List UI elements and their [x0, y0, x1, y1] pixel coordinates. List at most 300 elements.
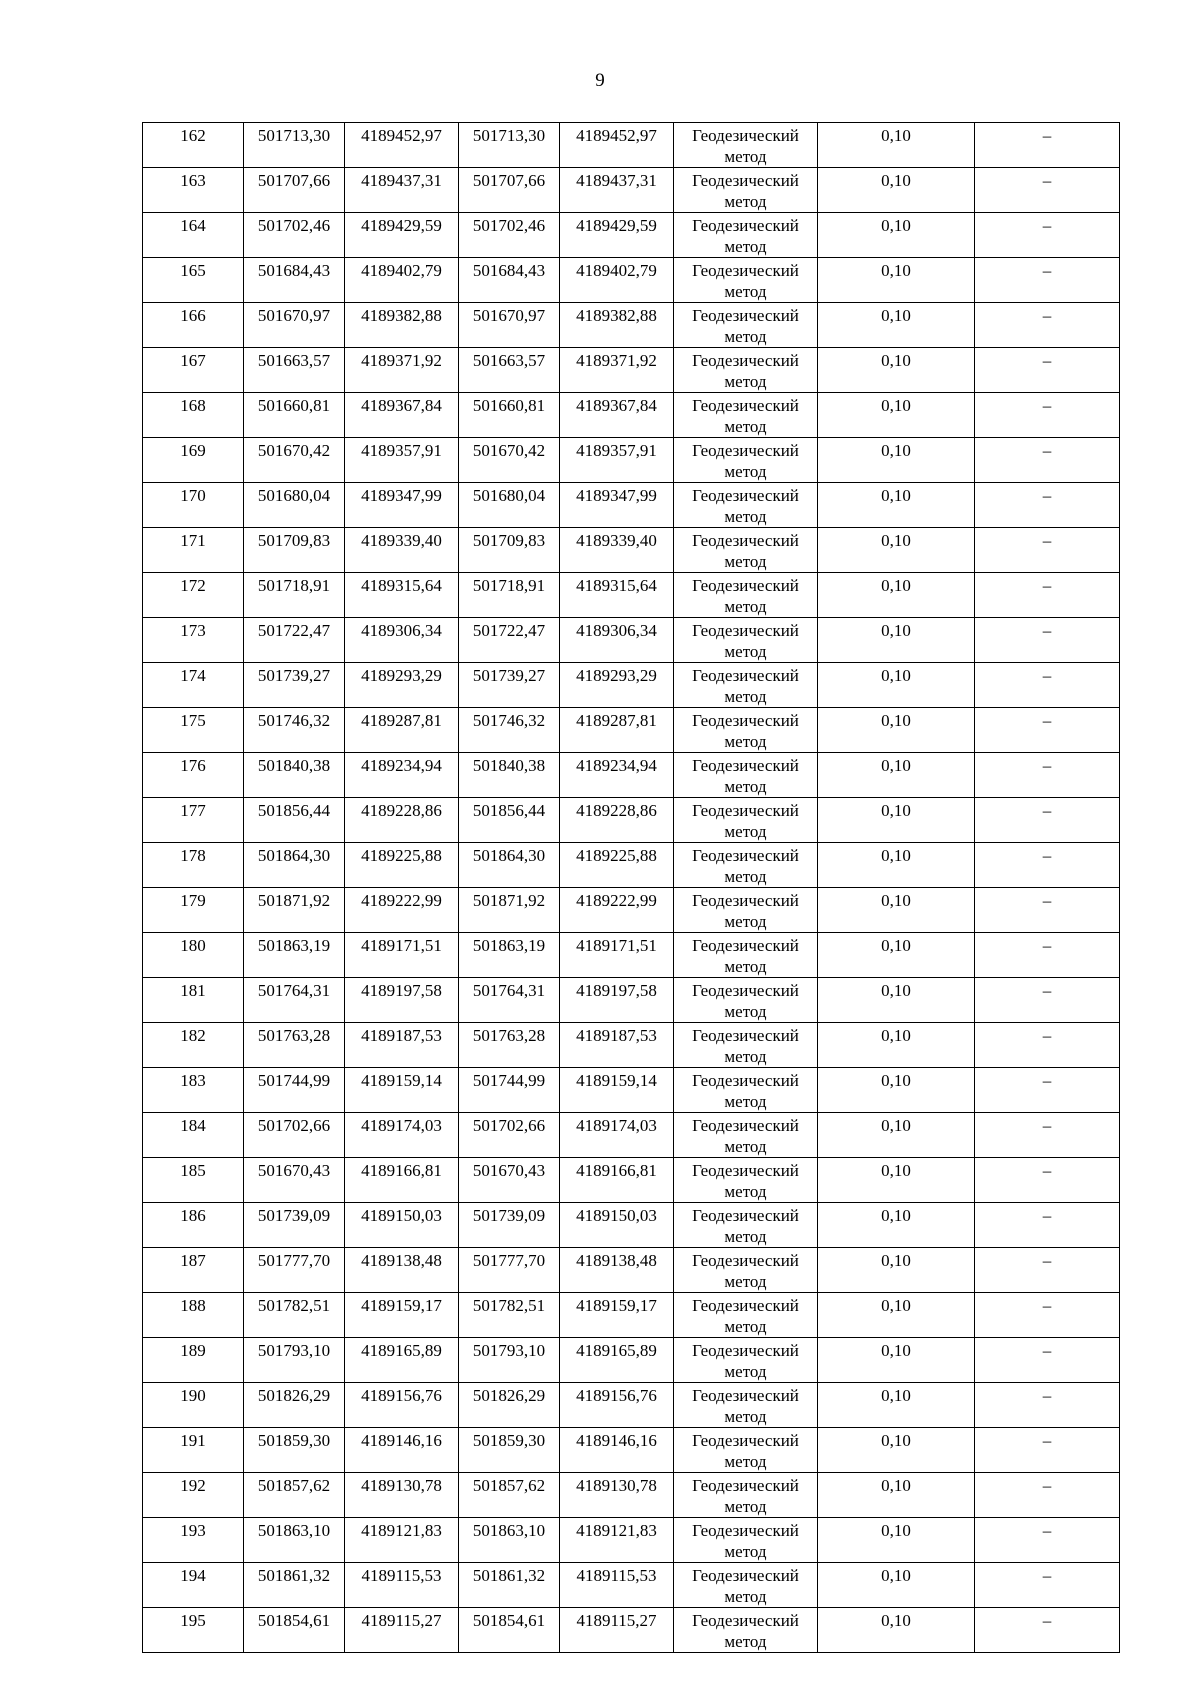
method-cell [674, 1383, 818, 1428]
new-x-cell-text: 501857,62 [472, 1476, 546, 1495]
existing-x-cell [244, 348, 345, 393]
method-line-2: метод [724, 1587, 767, 1606]
existing-y-cell-text: 4189150,03 [361, 1206, 442, 1225]
new-y-cell-text: 4189293,29 [576, 666, 657, 685]
existing-x-cell [244, 393, 345, 438]
existing-y-cell [345, 1113, 459, 1158]
table-row [143, 438, 1120, 483]
table-row [143, 663, 1120, 708]
method-cell [674, 1338, 818, 1383]
existing-y-cell [345, 438, 459, 483]
existing-y-cell-text: 4189452,97 [361, 126, 442, 145]
new-x-cell [459, 258, 560, 303]
note-cell-text: – [1042, 216, 1052, 235]
existing-x-cell-text: 501826,29 [257, 1386, 331, 1405]
method-cell [674, 258, 818, 303]
method-cell [674, 393, 818, 438]
new-x-cell [459, 1023, 560, 1068]
existing-x-cell [244, 1383, 345, 1428]
new-x-cell-text: 501777,70 [472, 1251, 546, 1270]
table-row [143, 1428, 1120, 1473]
existing-y-cell [345, 1383, 459, 1428]
existing-y-cell [345, 348, 459, 393]
accuracy-cell-text: 0,10 [881, 756, 911, 775]
existing-x-cell-text: 501739,09 [257, 1206, 331, 1225]
point-number-cell-text: 186 [180, 1206, 206, 1225]
method-line-1: Геодезический [692, 1116, 799, 1135]
method-line-2: метод [724, 1047, 767, 1066]
existing-x-cell [244, 1068, 345, 1113]
method-line-1: Геодезический [692, 981, 799, 1000]
point-number-cell-text: 162 [180, 126, 206, 145]
method-cell [674, 1293, 818, 1338]
note-cell-text: – [1042, 1161, 1052, 1180]
new-x-cell [459, 888, 560, 933]
existing-y-cell-text: 4189315,64 [361, 576, 442, 595]
new-x-cell [459, 168, 560, 213]
existing-y-cell [345, 213, 459, 258]
method-line-2: метод [724, 1182, 767, 1201]
existing-x-cell-text: 501660,81 [257, 396, 331, 415]
accuracy-cell [818, 1428, 975, 1473]
existing-x-cell [244, 123, 345, 168]
accuracy-cell-text: 0,10 [881, 1341, 911, 1360]
note-cell-text: – [1042, 936, 1052, 955]
new-y-cell [560, 1068, 674, 1113]
new-x-cell-text: 501863,19 [472, 936, 546, 955]
note-cell [975, 1068, 1120, 1113]
new-y-cell-text: 4189156,76 [576, 1386, 657, 1405]
existing-x-cell-text: 501718,91 [257, 576, 331, 595]
existing-y-cell-text: 4189225,88 [361, 846, 442, 865]
note-cell [975, 978, 1120, 1023]
accuracy-cell-text: 0,10 [881, 1251, 911, 1270]
existing-y-cell [345, 978, 459, 1023]
new-y-cell [560, 123, 674, 168]
point-number-cell [143, 1023, 244, 1068]
table-row [143, 1518, 1120, 1563]
table-row [143, 573, 1120, 618]
method-line-2: метод [724, 1002, 767, 1021]
note-cell-text: – [1042, 1206, 1052, 1225]
new-y-cell [560, 888, 674, 933]
new-x-cell-text: 501840,38 [472, 756, 546, 775]
accuracy-cell-text: 0,10 [881, 306, 911, 325]
existing-x-cell-text: 501782,51 [257, 1296, 331, 1315]
table-row [143, 753, 1120, 798]
method-cell [674, 1608, 818, 1653]
table-row [143, 213, 1120, 258]
point-number-cell [143, 258, 244, 303]
point-number-cell [143, 438, 244, 483]
method-line-1: Геодезический [692, 1296, 799, 1315]
method-line-1: Геодезический [692, 531, 799, 550]
note-cell [975, 438, 1120, 483]
note-cell-text: – [1042, 396, 1052, 415]
point-number-cell [143, 1383, 244, 1428]
accuracy-cell [818, 843, 975, 888]
note-cell [975, 1023, 1120, 1068]
accuracy-cell [818, 1068, 975, 1113]
existing-y-cell-text: 4189367,84 [361, 396, 442, 415]
note-cell-text: – [1042, 1431, 1052, 1450]
new-x-cell [459, 303, 560, 348]
new-y-cell [560, 1293, 674, 1338]
method-line-1: Геодезический [692, 1161, 799, 1180]
existing-y-cell-text: 4189159,14 [361, 1071, 442, 1090]
note-cell [975, 168, 1120, 213]
point-number-cell-text: 185 [180, 1161, 206, 1180]
note-cell [975, 1113, 1120, 1158]
point-number-cell-text: 188 [180, 1296, 206, 1315]
note-cell [975, 1518, 1120, 1563]
method-cell [674, 123, 818, 168]
point-number-cell-text: 193 [180, 1521, 206, 1540]
existing-x-cell-text: 501670,97 [257, 306, 331, 325]
new-x-cell-text: 501718,91 [472, 576, 546, 595]
new-y-cell [560, 1158, 674, 1203]
existing-y-cell [345, 1158, 459, 1203]
method-cell [674, 1113, 818, 1158]
note-cell [975, 528, 1120, 573]
new-y-cell [560, 1428, 674, 1473]
new-x-cell-text: 501864,30 [472, 846, 546, 865]
existing-x-cell [244, 168, 345, 213]
existing-x-cell [244, 1203, 345, 1248]
new-y-cell-text: 4189121,83 [576, 1521, 657, 1540]
existing-y-cell [345, 1068, 459, 1113]
accuracy-cell-text: 0,10 [881, 1206, 911, 1225]
new-x-cell-text: 501709,83 [472, 531, 546, 550]
new-x-cell [459, 663, 560, 708]
accuracy-cell [818, 303, 975, 348]
method-line-2: метод [724, 1497, 767, 1516]
point-number-cell-text: 169 [180, 441, 206, 460]
note-cell [975, 1428, 1120, 1473]
method-line-2: метод [724, 462, 767, 481]
table-row [143, 348, 1120, 393]
accuracy-cell-text: 0,10 [881, 981, 911, 1000]
existing-y-cell [345, 303, 459, 348]
new-x-cell-text: 501859,30 [472, 1431, 546, 1450]
point-number-cell [143, 168, 244, 213]
table-row [143, 393, 1120, 438]
existing-y-cell-text: 4189382,88 [361, 306, 442, 325]
existing-y-cell [345, 1563, 459, 1608]
existing-y-cell [345, 123, 459, 168]
accuracy-cell-text: 0,10 [881, 1431, 911, 1450]
point-number-cell-text: 168 [180, 396, 206, 415]
new-x-cell [459, 528, 560, 573]
existing-y-cell [345, 888, 459, 933]
existing-x-cell [244, 618, 345, 663]
new-y-cell [560, 978, 674, 1023]
point-number-cell-text: 182 [180, 1026, 206, 1045]
new-y-cell-text: 4189166,81 [576, 1161, 657, 1180]
table-row [143, 933, 1120, 978]
accuracy-cell [818, 213, 975, 258]
new-y-cell [560, 303, 674, 348]
existing-y-cell-text: 4189234,94 [361, 756, 442, 775]
accuracy-cell-text: 0,10 [881, 801, 911, 820]
table-row [143, 1563, 1120, 1608]
new-y-cell-text: 4189130,78 [576, 1476, 657, 1495]
new-y-cell-text: 4189197,58 [576, 981, 657, 1000]
accuracy-cell-text: 0,10 [881, 1476, 911, 1495]
point-number-cell [143, 978, 244, 1023]
accuracy-cell [818, 978, 975, 1023]
point-number-cell-text: 195 [180, 1611, 206, 1630]
method-line-2: метод [724, 1092, 767, 1111]
method-cell [674, 573, 818, 618]
existing-y-cell-text: 4189115,53 [361, 1566, 442, 1585]
note-cell-text: – [1042, 531, 1052, 550]
point-number-cell [143, 1338, 244, 1383]
method-cell [674, 888, 818, 933]
existing-x-cell-text: 501861,32 [257, 1566, 331, 1585]
method-line-1: Геодезический [692, 1206, 799, 1225]
existing-x-cell-text: 501670,42 [257, 441, 331, 460]
method-line-2: метод [724, 237, 767, 256]
accuracy-cell-text: 0,10 [881, 1566, 911, 1585]
table-row [143, 1203, 1120, 1248]
method-cell [674, 663, 818, 708]
new-x-cell-text: 501739,27 [472, 666, 546, 685]
new-x-cell-text: 501863,10 [472, 1521, 546, 1540]
new-y-cell [560, 1473, 674, 1518]
existing-y-cell-text: 4189171,51 [361, 936, 442, 955]
method-cell [674, 798, 818, 843]
existing-x-cell-text: 501663,57 [257, 351, 331, 370]
new-x-cell [459, 843, 560, 888]
point-number-cell [143, 888, 244, 933]
existing-x-cell [244, 1338, 345, 1383]
new-y-cell [560, 798, 674, 843]
note-cell [975, 1203, 1120, 1248]
note-cell-text: – [1042, 1386, 1052, 1405]
table-row [143, 528, 1120, 573]
accuracy-cell [818, 1113, 975, 1158]
method-line-2: метод [724, 282, 767, 301]
note-cell-text: – [1042, 126, 1052, 145]
table-row [143, 303, 1120, 348]
new-y-cell-text: 4189339,40 [576, 531, 657, 550]
note-cell-text: – [1042, 1296, 1052, 1315]
existing-y-cell [345, 168, 459, 213]
new-y-cell [560, 213, 674, 258]
new-x-cell [459, 1383, 560, 1428]
note-cell-text: – [1042, 981, 1052, 1000]
existing-y-cell-text: 4189146,16 [361, 1431, 442, 1450]
existing-y-cell [345, 573, 459, 618]
method-line-2: метод [724, 147, 767, 166]
new-y-cell [560, 483, 674, 528]
new-y-cell-text: 4189234,94 [576, 756, 657, 775]
existing-x-cell [244, 843, 345, 888]
coordinates-table [142, 122, 1120, 1653]
existing-y-cell [345, 1248, 459, 1293]
accuracy-cell-text: 0,10 [881, 441, 911, 460]
point-number-cell-text: 172 [180, 576, 206, 595]
existing-x-cell-text: 501746,32 [257, 711, 331, 730]
accuracy-cell [818, 1248, 975, 1293]
note-cell-text: – [1042, 1566, 1052, 1585]
point-number-cell [143, 1293, 244, 1338]
existing-y-cell-text: 4189121,83 [361, 1521, 442, 1540]
method-line-1: Геодезический [692, 1476, 799, 1495]
existing-y-cell [345, 843, 459, 888]
existing-x-cell-text: 501763,28 [257, 1026, 331, 1045]
existing-x-cell [244, 1518, 345, 1563]
new-x-cell-text: 501663,57 [472, 351, 546, 370]
new-x-cell-text: 501861,32 [472, 1566, 546, 1585]
existing-x-cell-text: 501857,62 [257, 1476, 331, 1495]
new-y-cell-text: 4189187,53 [576, 1026, 657, 1045]
new-x-cell [459, 1473, 560, 1518]
new-y-cell-text: 4189222,99 [576, 891, 657, 910]
existing-y-cell [345, 1203, 459, 1248]
point-number-cell [143, 348, 244, 393]
accuracy-cell [818, 528, 975, 573]
note-cell-text: – [1042, 261, 1052, 280]
new-y-cell-text: 4189225,88 [576, 846, 657, 865]
new-y-cell-text: 4189159,14 [576, 1071, 657, 1090]
method-line-2: метод [724, 912, 767, 931]
new-x-cell [459, 348, 560, 393]
method-line-2: метод [724, 327, 767, 346]
point-number-cell-text: 187 [180, 1251, 206, 1270]
new-x-cell [459, 933, 560, 978]
note-cell [975, 1383, 1120, 1428]
new-x-cell-text: 501684,43 [472, 261, 546, 280]
note-cell-text: – [1042, 711, 1052, 730]
point-number-cell [143, 393, 244, 438]
note-cell [975, 1563, 1120, 1608]
new-x-cell [459, 1203, 560, 1248]
table-row [143, 798, 1120, 843]
note-cell [975, 1473, 1120, 1518]
existing-x-cell-text: 501840,38 [257, 756, 331, 775]
point-number-cell-text: 183 [180, 1071, 206, 1090]
new-x-cell [459, 573, 560, 618]
method-line-2: метод [724, 192, 767, 211]
table-row [143, 1383, 1120, 1428]
point-number-cell-text: 184 [180, 1116, 206, 1135]
accuracy-cell [818, 618, 975, 663]
note-cell [975, 348, 1120, 393]
method-line-1: Геодезический [692, 1251, 799, 1270]
existing-x-cell [244, 1428, 345, 1473]
note-cell-text: – [1042, 171, 1052, 190]
existing-x-cell-text: 501707,66 [257, 171, 331, 190]
new-y-cell-text: 4189115,27 [576, 1611, 657, 1630]
new-y-cell [560, 393, 674, 438]
existing-y-cell [345, 618, 459, 663]
table-row [143, 1068, 1120, 1113]
new-x-cell-text: 501670,43 [472, 1161, 546, 1180]
method-cell [674, 168, 818, 213]
note-cell-text: – [1042, 441, 1052, 460]
point-number-cell-text: 163 [180, 171, 206, 190]
new-y-cell [560, 933, 674, 978]
new-y-cell [560, 1518, 674, 1563]
method-line-1: Геодезический [692, 1071, 799, 1090]
existing-x-cell [244, 1248, 345, 1293]
note-cell-text: – [1042, 621, 1052, 640]
existing-x-cell-text: 501864,30 [257, 846, 331, 865]
method-line-1: Геодезический [692, 351, 799, 370]
accuracy-cell-text: 0,10 [881, 936, 911, 955]
table-row [143, 1113, 1120, 1158]
existing-y-cell [345, 258, 459, 303]
note-cell-text: – [1042, 666, 1052, 685]
method-line-1: Геодезический [692, 756, 799, 775]
new-y-cell-text: 4189452,97 [576, 126, 657, 145]
note-cell [975, 888, 1120, 933]
new-y-cell [560, 528, 674, 573]
point-number-cell [143, 303, 244, 348]
new-x-cell [459, 618, 560, 663]
new-y-cell-text: 4189367,84 [576, 396, 657, 415]
note-cell-text: – [1042, 486, 1052, 505]
new-x-cell-text: 501826,29 [472, 1386, 546, 1405]
new-x-cell-text: 501702,46 [472, 216, 546, 235]
existing-x-cell-text: 501739,27 [257, 666, 331, 685]
method-line-2: метод [724, 642, 767, 661]
existing-x-cell-text: 501863,10 [257, 1521, 331, 1540]
new-x-cell-text: 501871,92 [472, 891, 546, 910]
point-number-cell [143, 618, 244, 663]
table-row [143, 618, 1120, 663]
existing-x-cell [244, 663, 345, 708]
new-y-cell [560, 168, 674, 213]
existing-y-cell-text: 4189197,58 [361, 981, 442, 1000]
method-line-2: метод [724, 1452, 767, 1471]
existing-y-cell [345, 708, 459, 753]
accuracy-cell-text: 0,10 [881, 846, 911, 865]
accuracy-cell [818, 483, 975, 528]
existing-x-cell [244, 573, 345, 618]
method-cell [674, 1563, 818, 1608]
note-cell [975, 483, 1120, 528]
note-cell [975, 393, 1120, 438]
point-number-cell [143, 573, 244, 618]
accuracy-cell-text: 0,10 [881, 666, 911, 685]
new-y-cell-text: 4189115,53 [576, 1566, 657, 1585]
point-number-cell [143, 1563, 244, 1608]
new-y-cell-text: 4189371,92 [576, 351, 657, 370]
note-cell-text: – [1042, 1026, 1052, 1045]
point-number-cell [143, 1428, 244, 1473]
method-line-1: Геодезический [692, 1341, 799, 1360]
method-line-2: метод [724, 777, 767, 796]
table-row [143, 123, 1120, 168]
accuracy-cell-text: 0,10 [881, 1026, 911, 1045]
method-line-1: Геодезический [692, 936, 799, 955]
note-cell [975, 1293, 1120, 1338]
existing-y-cell-text: 4189357,91 [361, 441, 442, 460]
accuracy-cell [818, 1563, 975, 1608]
method-line-2: метод [724, 867, 767, 886]
new-y-cell-text: 4189357,91 [576, 441, 657, 460]
new-y-cell-text: 4189146,16 [576, 1431, 657, 1450]
note-cell-text: – [1042, 891, 1052, 910]
method-cell [674, 933, 818, 978]
method-line-2: метод [724, 1272, 767, 1291]
method-line-1: Геодезический [692, 1521, 799, 1540]
existing-y-cell [345, 1473, 459, 1518]
method-line-2: метод [724, 1137, 767, 1156]
